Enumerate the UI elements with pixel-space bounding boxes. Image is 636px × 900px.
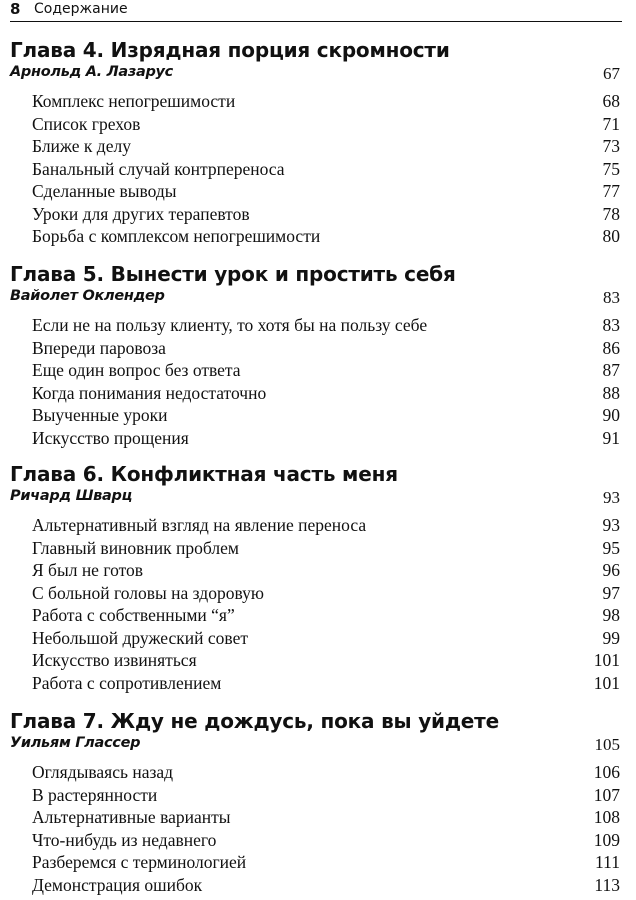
entry-page: 106 (593, 762, 620, 782)
entry-page: 83 (602, 315, 620, 335)
entry-title: Список грехов (32, 113, 141, 134)
entry-title: Сделанные выводы (32, 181, 177, 201)
chapter-author: Ричард Шварц (10, 488, 133, 504)
entry-title: Если не на пользу клиенту, то хотя бы на пользу себе (32, 315, 428, 335)
section-list (10, 515, 620, 695)
running-title: Содержание (34, 1, 128, 17)
entry-title: Альтернативный взгляд на явление переноса (32, 515, 367, 535)
toc-entry (10, 181, 620, 204)
entry-page: 113 (594, 874, 620, 895)
entry-page: 80 (602, 226, 620, 246)
toc-entry (10, 583, 620, 606)
chapter-page-number: 83 (603, 288, 620, 307)
chapter-6 (10, 462, 620, 695)
entry-title: Оглядываясь назад (32, 762, 174, 782)
entry-title: Ближе к делу (32, 136, 131, 156)
entry-page: 96 (602, 560, 620, 580)
chapter-author-row (10, 733, 620, 757)
entry-page: 78 (602, 203, 620, 224)
chapter-title: Глава 5. Вынести урок и простить себя (10, 262, 456, 286)
toc-entry (10, 226, 620, 249)
entry-page: 98 (602, 605, 620, 625)
entry-page: 95 (602, 537, 620, 558)
entry-page: 87 (602, 360, 620, 380)
entry-page: 109 (593, 829, 620, 850)
chapter-author: Арнольд А. Лазарус (10, 64, 173, 80)
chapter-author: Вайолет Оклендер (10, 288, 165, 304)
entry-title: В растерянности (32, 784, 158, 805)
running-header (10, 0, 622, 22)
toc-entry (10, 807, 620, 830)
header-rule (10, 21, 622, 22)
toc-entry (10, 136, 620, 159)
chapter-title: Глава 4. Изрядная порция скромности (10, 38, 450, 62)
entry-title: Альтернативные варианты (32, 807, 231, 827)
toc-entry (10, 315, 620, 338)
entry-title: Разберемся с терминологией (32, 852, 247, 872)
entry-page: 91 (602, 427, 620, 448)
toc-entry (10, 338, 620, 361)
section-list (10, 91, 620, 249)
entry-title: Еще один вопрос без ответа (32, 360, 241, 380)
page-number: 8 (10, 0, 21, 18)
entry-title: Работа с сопротивлением (32, 672, 222, 693)
entry-page: 101 (593, 650, 620, 670)
chapter-7 (10, 709, 620, 897)
entry-page: 107 (593, 784, 620, 805)
entry-title: Когда понимания недостаточно (32, 382, 267, 403)
entry-title: Впереди паровоза (32, 337, 166, 358)
chapter-author: Уильям Глассер (10, 735, 141, 751)
chapter-title: Глава 7. Жду не дождусь, пока вы уйдете (10, 709, 499, 733)
chapter-page-number: 67 (603, 64, 620, 83)
toc-entry (10, 628, 620, 651)
entry-title: Работа с собственными “я” (32, 605, 235, 625)
toc-entry (10, 360, 620, 383)
toc-entry (10, 785, 620, 808)
entry-page: 111 (595, 852, 620, 872)
entry-title: Что-нибудь из недавнего (32, 829, 217, 850)
chapter-4 (10, 38, 620, 249)
toc-entry (10, 605, 620, 628)
toc-entry (10, 428, 620, 451)
entry-page: 88 (602, 382, 620, 403)
entry-title: Уроки для других терапевтов (32, 203, 250, 224)
chapter-5 (10, 262, 620, 450)
toc-entry (10, 650, 620, 673)
toc-entry (10, 204, 620, 227)
toc-entry (10, 91, 620, 114)
entry-title: Борьба с комплексом непогрешимости (32, 226, 321, 246)
toc-entry (10, 875, 620, 898)
entry-title: Демонстрация ошибок (32, 874, 203, 895)
entry-page: 108 (593, 807, 620, 827)
toc-entry (10, 114, 620, 137)
entry-page: 101 (593, 672, 620, 693)
toc-entry (10, 852, 620, 875)
toc-entry (10, 762, 620, 785)
chapter-author-row (10, 286, 620, 310)
entry-page: 75 (602, 158, 620, 179)
toc-entry (10, 538, 620, 561)
entry-title: Комплекс непогрешимости (32, 91, 236, 111)
toc-entry (10, 560, 620, 583)
chapter-page-number: 105 (594, 735, 620, 754)
toc-entry (10, 405, 620, 428)
entry-title: Небольшой дружеский совет (32, 627, 248, 648)
entry-page: 77 (602, 181, 620, 201)
toc-entry (10, 515, 620, 538)
entry-title: Банальный случай контрпереноса (32, 158, 285, 179)
chapter-title: Глава 6. Конфликтная часть меня (10, 462, 398, 486)
entry-title: Выученные уроки (32, 405, 168, 425)
entry-page: 99 (602, 627, 620, 648)
entry-page: 97 (602, 582, 620, 603)
entry-title: Я был не готов (32, 560, 144, 580)
entry-page: 90 (602, 405, 620, 425)
section-list (10, 762, 620, 897)
chapter-page-number: 93 (603, 488, 620, 507)
entry-page: 86 (602, 337, 620, 358)
toc-entry (10, 383, 620, 406)
toc-entry (10, 673, 620, 696)
entry-page: 68 (602, 91, 620, 111)
chapter-author-row (10, 486, 620, 510)
entry-title: Главный виновник проблем (32, 537, 239, 558)
entry-page: 73 (602, 136, 620, 156)
entry-title: Искусство прощения (32, 427, 189, 448)
entry-page: 71 (602, 113, 620, 134)
entry-page: 93 (602, 515, 620, 535)
chapter-author-row (10, 62, 620, 86)
toc-entry (10, 159, 620, 182)
toc-entry (10, 830, 620, 853)
entry-title: С больной головы на здоровую (32, 582, 264, 603)
entry-title: Искусство извиняться (32, 650, 197, 670)
section-list (10, 315, 620, 450)
